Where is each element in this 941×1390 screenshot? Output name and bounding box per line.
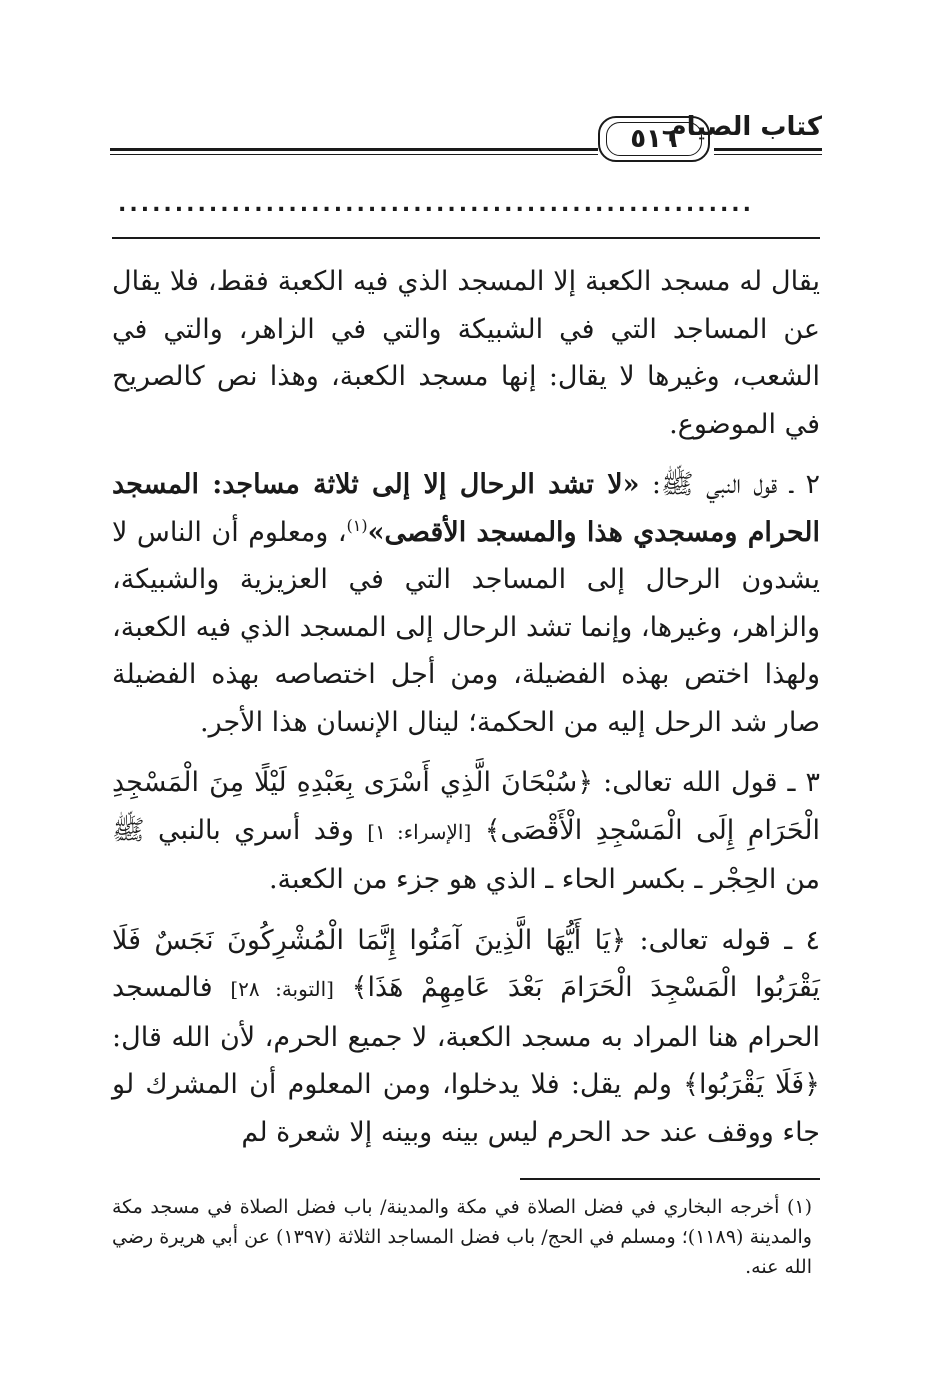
- paragraph-2: [112, 461, 820, 746]
- quran-verse-short: ﴿فَلَا يَقْرَبُوا﴾: [683, 1069, 820, 1100]
- title-rule: [714, 148, 822, 151]
- header-rule: [110, 148, 598, 151]
- title-rule-thin: [714, 154, 822, 155]
- paragraph-4-mid: فالمسجد الحرام هنا المراد به مسجد الكعبة، لا جميع الحرم، لأن الله قال:: [112, 972, 820, 1053]
- verse-ref-isra: [الإسراء: ١]: [367, 819, 472, 844]
- book-title: كتاب الصيام: [667, 112, 822, 142]
- dotted-separator: ........................................................: [118, 195, 755, 215]
- paragraph-1-text: يقال له مسجد الكعبة إلا المسجد الذي فيه الكعبة فقط، فلا يقال عن المساجد التي في الشبيكة والتي في الزاهر، والتي في الشعب، وغيرها لا يقال: إنها مسجد الكعبة، وهذا نص كالصريح في الموضوع.: [112, 266, 820, 440]
- header-rule-thin: [110, 154, 598, 155]
- quran-verse-isra: ﴿سُبْحَانَ الَّذِي أَسْرَى بِعَبْدِهِ لَيْلًا مِنَ الْمَسْجِدِ الْحَرَامِ إِلَى الْمَسْجِدِ الْأَقْصَى﴾: [112, 767, 820, 846]
- paragraph-3: [112, 759, 820, 904]
- page-number-text: ٥١٦: [630, 124, 678, 154]
- paragraph-2-intro: ٢ ـ قول النبي ﷺ:: [639, 469, 820, 500]
- quran-verse-tawba: ﴿يَا أَيُّهَا الَّذِينَ آمَنُوا إِنَّمَا الْمُشْرِكُونَ نَجَسٌ فَلَا يَقْرَبُوا الْمَسْجِدَ الْحَرَامَ بَعْدَ عَامِهِمْ هَذَا﴾: [112, 924, 820, 1003]
- hadith-quote: «لا تشد الرحال إلا إلى ثلاثة مساجد: المسجد الحرام ومسجدي هذا والمسجد الأقصى»: [112, 469, 820, 548]
- paragraph-4-rest: ولم يقل: فلا يدخلوا، ومن المعلوم أن المشرك لو جاء ووقف عند حد الحرم ليس بينه وبينه إلا شعرة لم: [112, 1069, 820, 1148]
- paragraph-2-rest: ، ومعلوم أن الناس لا يشدون الرحال إلى المساجد التي في العزيزية والشبيكة، والزاهر، وغيرها، وإنما تشد الرحال إلى المسجد الذي فيه الكعبة، ولهذا اختص بهذه الفضيلة، ومن أجل اختصاصه بهذه الفضيلة صار شد الرحل إليه من الحكمة؛ لينال الإنسان هذا الأجر.: [112, 516, 820, 738]
- top-rule: [112, 237, 820, 239]
- paragraph-3-rest: وقد أسري بالنبي ﷺ من الحِجْر ـ بكسر الحاء ـ الذي هو جزء من الكعبة.: [112, 814, 820, 895]
- footnote-rule: [520, 1178, 820, 1180]
- paragraph-4: [112, 917, 820, 1157]
- paragraph-4-intro: ٤ ـ قوله تعالى:: [626, 924, 820, 956]
- paragraph-1: [112, 258, 820, 448]
- main-text: [112, 258, 820, 1169]
- verse-ref-tawba: [التوبة: ٢٨]: [230, 977, 334, 1001]
- footnote-1: (١) أخرجه البخاري في فضل الصلاة في مكة والمدينة/ باب فضل الصلاة في مسجد مكة والمدينة (١١٨٩)؛ ومسلم في الحج/ باب فضل المساجد الثلاثة (١٣٩٧) عن أبي هريرة رضي الله عنه.: [112, 1196, 812, 1278]
- footnote-ref-1: (١): [346, 515, 368, 535]
- paragraph-3-intro: ٣ ـ قول الله تعالى:: [593, 767, 820, 798]
- footnotes: [112, 1192, 812, 1282]
- page-header: [110, 108, 822, 164]
